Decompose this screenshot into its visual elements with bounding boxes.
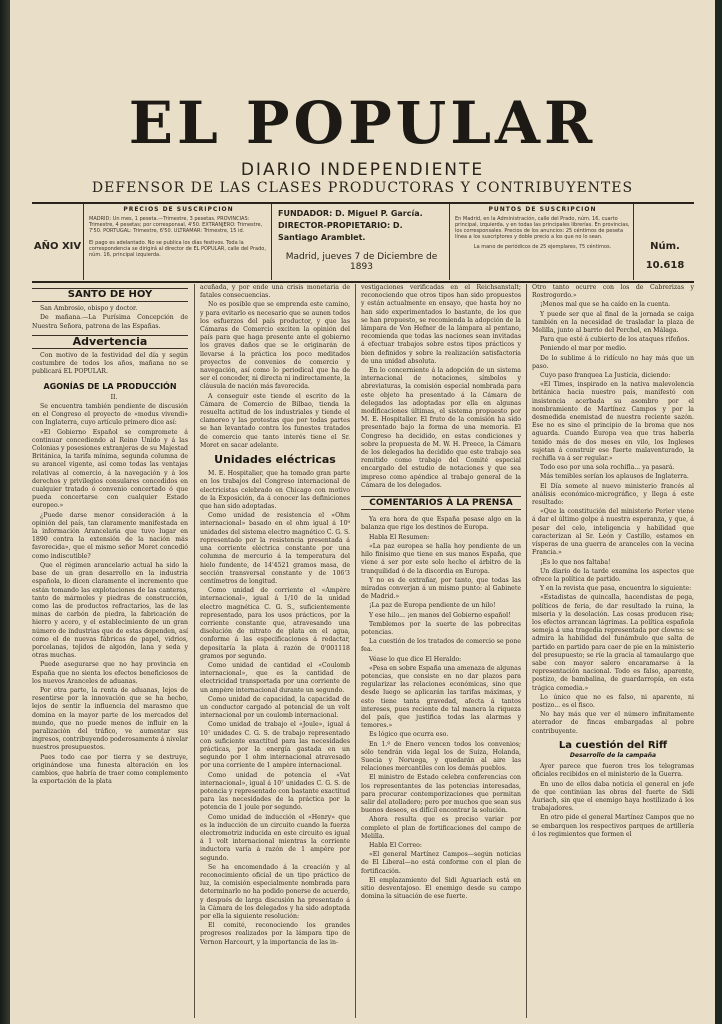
comentarios-p10: La cuestión de los tratados de comercio se pone fea. — [361, 638, 521, 654]
comentarios-p11: Véase lo que dice El Heraldo: — [369, 655, 462, 663]
comentarios-p8: Y ese hilo... ¡en manos del Gobierno español! — [369, 611, 511, 619]
column-1 — [32, 284, 188, 1018]
col4-p1: Otro tanto ocurre con los de Cabrerizas y Rostrogordo.» — [532, 284, 694, 300]
column-3 — [361, 284, 521, 1018]
year-label: AÑO XIV — [33, 241, 82, 252]
col4-p3: Y puede ser que al final de la jornada se caiga también en la necesidad de trasladar la plaza de Melilla, junto al barrio del Perchel, en Málaga. — [532, 310, 694, 335]
agonias-p4: Que el régimen arancelario actual ha sido la base de un gran desarrollo en la industria española, lo dicen claramente el incremento que están tomando las explotaciones de las canteras, tanto de mármoles y piedras de construcción, como las de productos refractarios, las de las minas de carbón de piedra, la fabricación de hierro y acero, y el establecimiento de un gran número de industrias que de estas dependen, así como el de nuevas fábricas de papel, vidrios, porcelanas, tejidos de algodón, lana y seda y otras muchas. — [32, 561, 188, 660]
unidades-p8: Como unidad de capacidad, la capacidad de un conductor cargado al potencial de un volt internacional por un coulomb internacional. — [200, 695, 350, 720]
santo-line-1: San Ambrosio, obispo y doctor. — [40, 305, 138, 313]
col4-p14: Un diario de la tarde examina los aspectos que ofrece la política de partido. — [532, 567, 694, 583]
agonias-p3: ¿Puede darse menor consideración á la opinión del país, tan claramente manifestada en la información Arancelaria que tuvo lugar en 1890 contra la extensión de la nación más favorecida», que el mismo señor Moret concedió como indiscutible? — [32, 511, 188, 560]
unidades-p9: Como unidad de trabajo el «Joule», igual á 10⁷ unidades C. G. S. de trabajo representado con suficiente exactitud para las necesidades prácticas, por la energía gastada en un segundo por 1 ohm internacional atravesado por una corriente de 1 ampère internacional. — [200, 721, 350, 770]
unidades-heading: Unidades eléctricas — [214, 453, 336, 467]
col4-p11: El Día somete al nuevo ministerio francés al análisis económico-micrográfico, y llega á este resultado: — [532, 482, 694, 507]
agonias-roman: II. — [110, 393, 118, 401]
comentarios-p17: Habla El Correo: — [369, 842, 422, 849]
newspaper-page — [10, 0, 715, 1024]
agonias-p6: Por otra parte, la renta de aduanas, lejos de resentirse por la innovación que se ha hecho, lejos de sentir la influencia del marasmo que domina en la mayor parte de los mercados del mundo, que no puede menos de influir en la paralización del tráfico, ve aumentar sus ingresos, contribuyendo poderosamente á nivelar nuestros presupuestos. — [32, 686, 188, 752]
unidades-p7: Como unidad de cantidad el «Coulomb internacional», que es la cantidad de electricidad transportada por una corriente de un ampère internacional durante un segundo. — [200, 661, 350, 694]
comentarios-p19: El emplazamiento del Sidi Aguariach está en sitio desventajoso. El enemigo desde su campo domina la situación de ese fuerte. — [361, 876, 521, 901]
santo-heading: SANTO DE HOY — [32, 288, 188, 302]
masthead-rule-bottom — [32, 281, 694, 283]
col4-p12: «Que la constitución del ministerio Perier viene á dar el último golpe á nuestra esperanza, y que, á pesar del celo, inteligencia y habilidad que caracterizan al Sr. León y Castillo, estamos en vísperas de una guerra de aranceles con la vecina Francia.» — [532, 508, 694, 557]
column-divider-2 — [355, 284, 356, 1018]
unidades-p13: El comité, reconociendo los grandes progresos realizados por la lámpara tipo de Vernon Harcourt, y la importancia de las in- — [200, 922, 350, 946]
unidades-p5: Como unidad de resistencia el «Ohm internacional» basado en el ohm igual á 10⁹ unidades del sistema electro magnético C. G. S. representado por la resistencia presentada á una corriente eléctrica constante por una columna de mercurio á la temperatura del hielo fundente, de 14'4521 gramos masa, de sección transversal constante y de 106'3 centímetros de longitud. — [200, 512, 350, 585]
agonias-p2: «El Gobierno Español se compromete á continuar concediendo al Reino Unido y á las Colonias y posesiones extranjeras de su Majestad Británica, la tarifa mínima, segunda columna de su arancel vigente, así como todas las ventajas relativas al comercio, á la navegación y á los derechos y privilegios consulares concedidos en cualquier tratado ó convenio concertado ó que pueda concertarse con cualquier Estado europeo.» — [32, 428, 188, 510]
subs-left-note: El pago es adelantado. No se publica los días festivos. Toda la correspondencia se dirigirá al director de EL POPULAR, calle del Prado, núm. 16, principal izquierda. — [89, 240, 266, 258]
comentarios-p9: Temblemos por la suerte de las pobrecitas potencias. — [361, 620, 521, 636]
issue-date: Madrid, jueves 7 de Diciembre de 1893 — [285, 252, 438, 272]
unidades-p10: Como unidad de potencia el «Vat internacional», igual á 10⁷ unidades C. G. S. de potencia y representado con bastante exactitud para las necesidades de la práctica por la potencia de 1 joule por segundo. — [200, 771, 350, 812]
col4-p7: Cuyo paso franquea La Justicia, diciendo: — [540, 372, 671, 380]
binding-edge — [0, 0, 10, 1024]
comentarios-p16: Ahora resulta que es preciso variar por completo el plan de fortificaciones del campo de Melilla. — [361, 816, 521, 840]
column-2 — [200, 284, 350, 1018]
comentarios-p7: ¡La paz de Europa pendiente de un hilo! — [369, 602, 496, 610]
comentarios-heading: COMENTARIOS Á LA PRENSA — [361, 496, 521, 510]
founder-name: FUNDADOR: D. Miguel P. García. — [278, 209, 423, 218]
agonias-p1: Se encuentra también pendiente de discusión en el Congreso el proyecto de «modus vivendi» con Inglaterra, cuyo artículo primero dice así: — [32, 403, 188, 427]
col4-p13: ¡Es lo que nos faltaba! — [540, 558, 611, 566]
riff-heading: La cuestión del Riff — [558, 739, 668, 751]
col4-p2: ¡Menos mal que se ha caído en la cuenta. — [540, 301, 671, 309]
year-cell — [32, 204, 84, 280]
comentarios-p5: «La paz europea se halla hoy pendiente de un hilo finísimo que tiene en sus manos España, que viene á ser por este solo hecho el árbitro de la tranquilidad ó de la discordia en Europa. — [361, 542, 521, 575]
masthead-tagline: DEFENSOR DE LAS CLASES PRODUCTORAS Y CONTRIBUYENTES — [91, 180, 634, 196]
column-divider-3 — [526, 284, 527, 1018]
advertencia-heading: Advertencia — [32, 335, 188, 349]
col4-p15: Y en la revista que pasa, encuentra lo siguiente: — [540, 585, 692, 593]
unidades-p11: Como unidad de inducción el «Henry» que es la inducción de un circuito cuando la fuerza electromotriz inducida en este circuito es igual á 1 volt internacional mientras la corriente inductora varía á razón de 1 ampère por segundo. — [200, 813, 350, 862]
riff-subheading: Desarrollo de la campaña — [569, 751, 657, 759]
riff-p20: En uno de ellos daba noticia el general en jefe de que continúan las obras del fuerte de Sidi Auriach, sin que el enemigo haya hostilizado á los trabajadores. — [532, 780, 694, 813]
subs-left-title: PRECIOS DE SUSCRIPCION — [123, 206, 234, 213]
unidades-p12: Se ha encomendado á la creación y al reconocimiento oficial de un tipo práctico de luz, la comisión especialmente nombrada para determinarlo no ha podido ponerse de acuerdo, y después de larga discusión ha presentado á la Cámara de los delegados y ha sido adoptada por ella la siguiente resolución: — [200, 863, 350, 921]
col4-p10: Más temibles serían los aplausos de Inglaterra. — [540, 473, 689, 481]
masthead-title: EL POPULAR — [128, 89, 597, 157]
director-name: DIRECTOR-PROPIETARIO: D. Santiago Aramblet. — [278, 221, 403, 242]
col4-p16: «Estadistas de quincalla, hacendistas de pega, políticos de feria, de dar resultado la ruina, la miseria y la desolación. Las cosas producen risa; los efectos arrancan lágrimas. La política española semeja á una tragedia representada por clowns: se admira la habilidad del funámbulo que salta de partido en partido para caer de pie en la ministerio del presupuesto; se ríe la gracia al tamaulargo que sabe con mayor salero encaramarse á la representación nacional. Todo es falso, aparente, postizo, de bambalina, de guardarropía, en esta trágica comedia.» — [532, 594, 694, 692]
col4-p4: Para que esté á cubierto de los ataques rifeños. — [540, 336, 690, 344]
comentarios-p15: El ministro de Estado celebra conferencias con los representantes de las potencias interesadas, para procurar contemporizaciones que permitan salir del atolladero; pero por muchos que sean sus buenos deseos, es difícil encontrar la solución. — [361, 774, 521, 815]
comentarios-p4: Habla El Resumen: — [369, 533, 430, 541]
subscription-points-right — [452, 204, 634, 280]
agonias-p5: Puede asegurarse que no hay provincia en España que no sienta los efectos beneficiosos de los nuevos Aranceles de aduanas. — [32, 661, 188, 685]
santo-line-2: De mañana.—La Purísima Concepción de Nuestra Señora, patrona de las Españas. — [32, 314, 188, 330]
col4-p18: No hay más que ver el número infinitamente aterrador de fincas embargadas al pobre contribuyente. — [532, 711, 694, 735]
subs-right-text: En Madrid, en la Administración, calle del Prado, núm. 16, cuarto principal, izquierda, y en todas las principales librerías. En provincias, los corresponsales. Precios de los anuncios: 25 céntimos de peseta línea a los suscriptores y doble precio a los que no lo sean. — [455, 216, 630, 240]
comentarios-p12: «Pesa en sobre España una amenaza de algunas potencias, que consiste en no dar plazos para regularizar las relaciones económicas, sino que desde luego se aplicarán las tarifas máximas, y esto tiene tanta gravedad, afecta á tantos intereses, pues reciente de tal manera la riqueza del país, que justifica todas las alarmas y temores.» — [361, 664, 521, 730]
comentarios-p6: Y no es de extrañar, por tanto, que todas las miradas converjan á un mismo punto: al Gabinete de Madrid.» — [361, 576, 521, 601]
unidades-p4: M. E. Hospitalier, que ha tomado gran parte en los trabajos del Congreso internacional de electricistas celebrado en Chicago con motivo de la Exposición, da á conocer las definiciones que han sido adoptadas. — [200, 470, 350, 511]
subs-right-note: La mano de periódicos de 25 ejemplares, 75 céntimos. — [473, 244, 612, 250]
col3-p2: En lo concerniente á la adopción de un sistema internacional de notaciones, símbolos y abreviaturas, la comisión especial nombrada para este objeto ha presentado á la Cámara de delegados las adoptadas por ella en algunas modificaciones últimas, el sistema propuesto por M. E. Hospitalier. El fruto de la comisión ha sido presentado bajo la forma de una memoria. El Congreso ha decidido, en estas condiciones y sobre la propuesta de M. W. H. Preece, la Cámara de los delegados ha decidido que este trabajo sea remitido como trabajo del Comité especial encargado del estudio de notaciones y que sea impreso como apéndice al trabajo general de la Cámara de los delegados. — [361, 367, 521, 489]
riff-p19: Ayer parece que fueron tres los telegramas oficiales recibidos en el ministerio de la Guerra. — [532, 763, 694, 779]
subscription-info-bar — [32, 204, 694, 280]
founder-cell — [274, 204, 450, 280]
comentarios-p13: Es lógico que ocurra eso. — [369, 731, 449, 739]
comentarios-p14: En 1.º de Enero vencen todos los convenios; sólo tendrán vida legal los de Suiza, Holanda, Suecia y Noruega, y quedarán al aire las relaciones mercantiles con los demás pueblos. — [361, 740, 521, 773]
col4-p6: De lo sublime á lo ridículo no hay más que un paso. — [532, 354, 694, 370]
subs-right-title: PUNTOS DE SUSCRIPCION — [488, 206, 597, 213]
col2-p1: acuñada, y por ende una crisis monetaria de fatales consecuencias. — [200, 284, 350, 300]
riff-p21: En otro pide el general Martínez Campos que no se embarquen los respectivos parques de artillería é los regimientos que formen el — [532, 814, 694, 838]
col4-p5: Poniendo el mar por medio. — [540, 345, 627, 353]
subscription-prices-left — [86, 204, 272, 280]
masthead-subtitle: DIARIO INDEPENDIENTE — [240, 160, 485, 180]
col2-p2: No es posible que se emprenda este camino, y para evitarlo es necesario que se aunen todos los esfuerzos del país productor, y que las Cámaras de Comercio exciten la opinión del país para que haga presente ante el gobierno los graves daños que se le originarán de llevarse á la práctica los poco meditados proyectos de convenios de comercio y navegación, así como lo periodical que ha de ser el conceder, ni directa ni indirectamente, la cláusula de nación más favorecida. — [200, 301, 350, 391]
col4-p8: «El Times, inspirado en la nativa malevolencia británica hacia nuestro país, manifestó con insistencia acerbada su asombro por el nombramiento de Martínez Campos y por la desmedida enemistad de nuestra reciente sazón. Ese no es sino el principio de la broma que nos aguarda. Cuando Europa vea que tras haberla tenido más de dos meses en vilo, los Ingleses sujetan á construir ese fuerte malaventurado, la rechifla va á ser regular.» — [532, 381, 694, 463]
col3-p1: vestigaciones verificadas en el Reichsanstalt; reconociendo que otros tipos han sido propuestos y están actualmente en ensayo, que hasta hoy no han sido experimentados lo bastante, de los que se han propuesto, se recomienda la adopción de la lámpara de Von Hefner de la lámpara al pentano, recomienda que todas las naciones sean invitadas á efectuar trabajos sobre estos tipos prácticos y bien definidos y sobre la realización satisfactoria de una unidad absoluta. — [361, 284, 521, 365]
col4-p17: Lo único que no es falso, ni aparente, ni postizo... es el fisco. — [532, 693, 694, 709]
agonias-heading: AGONÍAS DE LA PRODUCCIÓN — [43, 381, 177, 391]
unidades-p6: Como unidad de corriente el «Ampère internacional», igual á 1/10 de la unidad electro magnética C. G. S., suficientemente representado, para los usos prácticos, por la corriente constante que, atravesando una disolución de nitrato de plata en el agua, conforme á las especificaciones á redactar, depositaría la plata á razón de 0'001118 gramos por segundo. — [200, 587, 350, 660]
col4-p9: Todo eso por una sola rochifla... ya pasará. — [540, 464, 675, 472]
agonias-p7: Pues todo cae por tierra y se destruye, originándose una funesta alteración en los cambios, que habría de traer como complemento la exportación de la plata — [32, 753, 188, 786]
issue-number: Núm. 10.618 — [645, 241, 685, 271]
number-cell — [636, 204, 694, 280]
comentarios-p18: «El general Martínez Campos—según noticias de El Liberal—no está conforme con el plan de fortificación. — [361, 851, 521, 875]
comentarios-p3: Ya era hora de que España pesase algo en la balanza que rige los destinos de Europa. — [361, 516, 521, 532]
column-4 — [532, 284, 694, 1018]
subs-left-text: MADRID: Un mes, 1 peseta.—Trimestre, 3 pesetas. PROVINCIAS: Trimestre, 4 pesetas; por corresponsal, 4'50. EXTRANJERO: Trimestre, 7'50. PORTUGAL: Trimestre, 6'50. ULTRAMAR: Trimestre, 15 id. — [89, 216, 263, 234]
advertencia-text: Con motivo de la festividad del día y según costumbre de todos los años, mañana no se publicará EL POPULAR. — [32, 352, 188, 376]
col2-p3: A conseguir este tiende el escrito de la Cámara de Comercio de Bilbao, tienda la resuelta actitud de los industriales y tiende el clamoreo y las protestas que por todas partes se han levantado contra los funestos tratados de comercio que tanto interés tiene el Sr. Moret en sacar adelante. — [200, 392, 350, 449]
column-divider-1 — [194, 284, 195, 1018]
